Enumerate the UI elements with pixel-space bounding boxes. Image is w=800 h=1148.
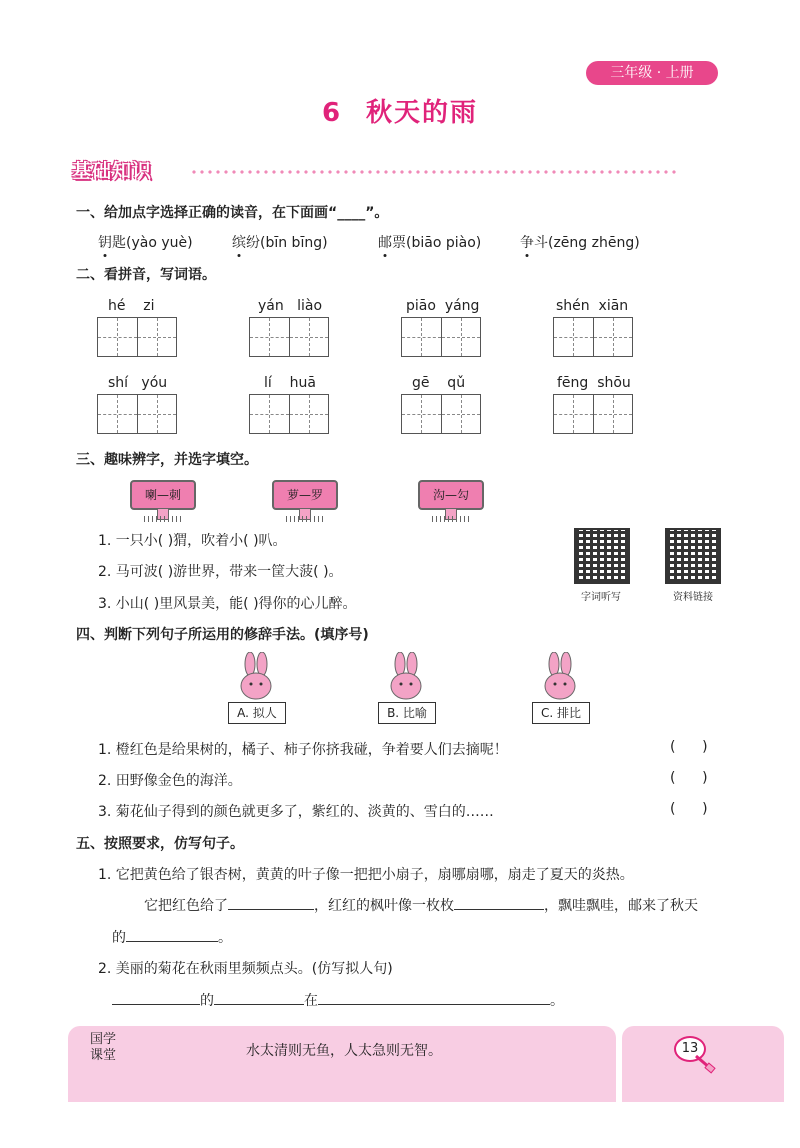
page-number: 13 <box>674 1036 706 1062</box>
writing-grid[interactable] <box>97 317 177 357</box>
option-box: A. 拟人 <box>228 702 286 724</box>
writing-grid[interactable] <box>401 317 481 357</box>
q4-sentence: 3. 菊花仙子得到的颜色就更多了，紫红的、淡黄的、雪白的…… <box>98 804 494 820</box>
fill-blank[interactable] <box>318 990 550 1005</box>
section-banner-text: 基础知识 <box>72 160 153 182</box>
fill-blank[interactable] <box>228 895 314 910</box>
q1-item: 邮票(biāo piào) <box>378 235 482 251</box>
writing-grid[interactable] <box>401 394 481 434</box>
q5-example-2: 2. 美丽的菊花在秋雨里频频点头。(仿写拟人句) <box>98 961 393 977</box>
footer-quote: 水太清则无鱼，人太急则无智。 <box>246 1043 442 1059</box>
option-box: B. 比喻 <box>378 702 436 724</box>
footer-quote-panel <box>68 1026 616 1102</box>
fill-blank[interactable] <box>214 990 304 1005</box>
magnifier-icon <box>694 1054 718 1074</box>
word-sign-text: 喇—刺 <box>130 480 196 510</box>
word-sign <box>130 480 194 522</box>
q5-fill-line-c: 的 在 。 <box>112 990 564 1010</box>
fill-blank[interactable] <box>126 927 218 942</box>
fill-blank[interactable] <box>112 990 200 1005</box>
writing-grid[interactable] <box>553 317 633 357</box>
q4-prompt: 四、判断下列句子所运用的修辞手法。(填序号) <box>76 627 369 643</box>
q5-fill-line-a: 它把红色给了 ，红红的枫叶像一枚枚 ，飘哇飘哇，邮来了秋天 <box>144 895 698 915</box>
lesson-title-text: 秋天的雨 <box>366 98 479 128</box>
pinyin-label: fēng shōu <box>557 375 631 391</box>
q3-line: 3. 小山( )里风景美，能( )得你的心儿醉。 <box>98 596 357 612</box>
rabbit-icon <box>228 652 284 702</box>
pinyin-label: hé zi <box>108 298 155 314</box>
section-banner <box>72 156 190 188</box>
qr-code-resources[interactable] <box>665 528 721 584</box>
q1-item: 钥匙(yào yuè) <box>98 235 193 251</box>
q5-fill-line-b: 的 。 <box>112 927 232 947</box>
q5-prompt: 五、按照要求，仿写句子。 <box>76 836 244 852</box>
q3-prompt: 三、趣味辨字，并选字填空。 <box>76 452 258 468</box>
qr-code-dictation[interactable] <box>574 528 630 584</box>
writing-grid[interactable] <box>553 394 633 434</box>
writing-grid[interactable] <box>97 394 177 434</box>
option-box: C. 排比 <box>532 702 590 724</box>
word-sign <box>418 480 482 522</box>
answer-paren[interactable]: ( ) <box>670 801 708 817</box>
q3-line: 1. 一只小( )猬，吹着小( )叭。 <box>98 533 287 549</box>
qr-label: 字词听写 <box>581 592 621 603</box>
pinyin-label: yán liào <box>258 298 323 314</box>
q1-item: 缤纷(bīn bīng) <box>232 235 328 251</box>
qr-label: 资料链接 <box>673 592 713 603</box>
grade-badge: 三年级 · 上册 <box>586 61 718 85</box>
word-sign-text: 沟—勾 <box>418 480 484 510</box>
q5-example-1: 1. 它把黄色给了银杏树，黄黄的叶子像一把把小扇子，扇哪扇哪，扇走了夏天的炎热。 <box>98 867 634 883</box>
banner-dotted-line <box>190 170 676 174</box>
rabbit-icon <box>378 652 434 702</box>
writing-grid[interactable] <box>249 394 329 434</box>
pinyin-label: shén xiān <box>556 298 629 314</box>
answer-paren[interactable]: ( ) <box>670 739 708 755</box>
answer-paren[interactable]: ( ) <box>670 770 708 786</box>
rabbit-icon <box>532 652 588 702</box>
q2-prompt: 二、看拼音，写词语。 <box>76 267 216 283</box>
lesson-number: 6 <box>321 98 343 128</box>
q1-prompt: 一、给加点字选择正确的读音，在下面画“____”。 <box>76 205 389 221</box>
pinyin-label: gē qǔ <box>412 375 466 391</box>
q4-sentence: 1. 橙红色是给果树的，橘子、柿子你挤我碰，争着要人们去摘呢！ <box>98 742 508 758</box>
fill-blank[interactable] <box>454 895 544 910</box>
q3-line: 2. 马可波( )游世界，带来一筐大菠( )。 <box>98 564 343 580</box>
word-sign-text: 萝—罗 <box>272 480 338 510</box>
lesson-title <box>0 92 800 129</box>
word-sign <box>272 480 336 522</box>
pinyin-label: lí huā <box>264 375 316 391</box>
pinyin-label: shí yóu <box>108 375 168 391</box>
footer-label: 国学 课堂 <box>90 1032 117 1063</box>
writing-grid[interactable] <box>249 317 329 357</box>
q4-sentence: 2. 田野像金色的海洋。 <box>98 773 242 789</box>
pinyin-label: piāo yáng <box>406 298 480 314</box>
q1-item: 争斗(zēng zhēng) <box>520 235 640 251</box>
